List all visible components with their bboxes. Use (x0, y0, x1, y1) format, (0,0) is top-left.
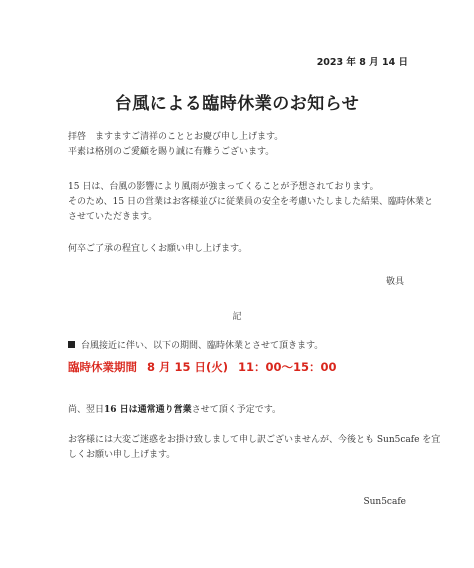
signature: Sun5cafe (363, 497, 406, 507)
next-day-suffix: させて頂く予定です。 (191, 405, 281, 415)
greeting-line: 拝啓 ますますご清祥のこととお慶び申し上げます。 (68, 132, 284, 142)
closure-date: 8 月 15 日(火) (147, 360, 229, 374)
closing-phrase: 敬具 (385, 277, 404, 287)
bullet-line (68, 338, 323, 351)
closure-period (68, 359, 347, 375)
apology-paragraph (68, 433, 440, 463)
bullet-square-icon (68, 341, 75, 348)
apology-line: しくお願い申し上げます。 (68, 450, 176, 460)
apology-line: お客様には大変ご迷惑をお掛け致しまして申し訳ございませんが、今後とも Sun5cafe を宜 (68, 435, 441, 445)
notice-line: 15 日は、台風の影響により風雨が強まってくることが予想されております。 (68, 182, 379, 192)
closure-label: 臨時休業期間 (68, 360, 137, 374)
next-day-paragraph (68, 402, 281, 415)
bullet-text: 台風接近に伴い、以下の期間、臨時休業とさせて頂きます。 (81, 341, 324, 351)
notice-paragraph (68, 180, 433, 225)
memo-heading: 記 (232, 312, 242, 322)
closure-time: 11：00〜15：00 (238, 360, 337, 374)
notice-title: 台風による臨時休業のお知らせ (114, 94, 360, 114)
request-paragraph: 何卒ご了承の程宜しくお願い申し上げます。 (68, 244, 248, 254)
notice-line: そのため、15 日の営業はお客様並びに従業員の安全を考慮いたしました結果、臨時休業と (68, 197, 433, 207)
next-day-prefix: 尚、翌日 (68, 405, 105, 415)
next-day-bold: 16 日は通常通り営業 (104, 405, 192, 415)
notice-line: させていただきます。 (68, 212, 158, 222)
greeting-line: 平素は格別のご愛顧を賜り誠に有難うございます。 (68, 147, 275, 157)
notice-date: 2023 年 8 月 14 日 (316, 57, 408, 68)
greeting-paragraph (68, 130, 283, 160)
